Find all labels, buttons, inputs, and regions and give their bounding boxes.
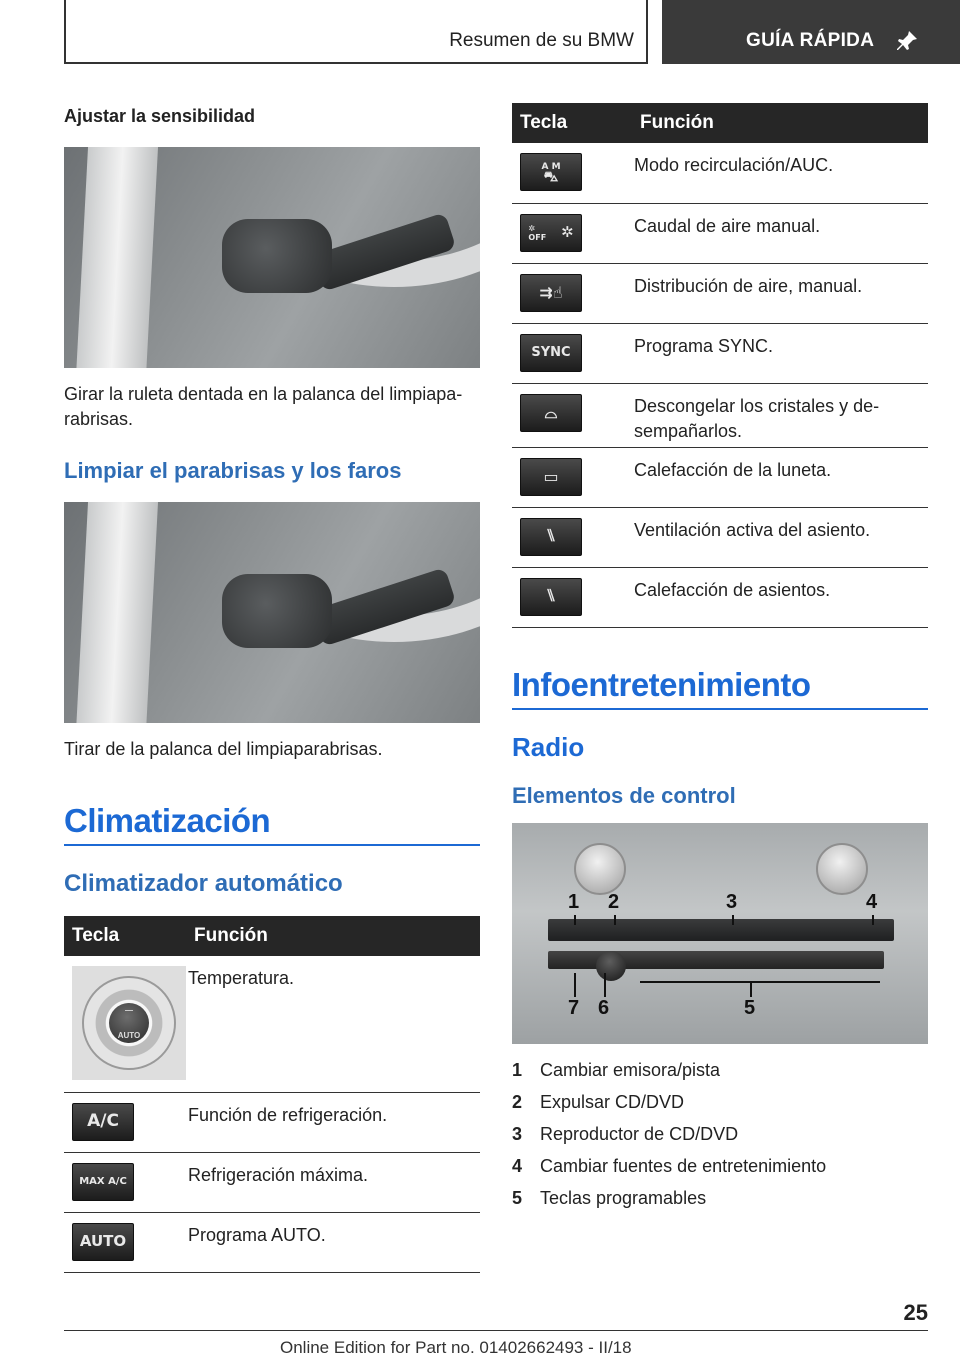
list-item: 4 Cambiar fuentes de entretenimiento [512,1155,827,1176]
function-text: Modo recirculación/AUC. [632,143,928,203]
function-text: Caudal de aire manual. [632,203,928,263]
header-section-title: Resumen de su BMW [449,30,634,51]
table-row [512,507,928,567]
volume-knob [596,951,626,981]
table-row [512,143,928,203]
edition-footer: Online Edition for Part no. 01402662493 - II/18 [280,1338,632,1357]
heading-controls: Elementos de control [512,782,736,808]
table-row [512,567,928,627]
header-chapter-box [662,0,960,64]
subheading-sensitivity: Ajustar la sensibilidad [64,106,256,126]
table-row [64,1152,480,1212]
table-header-key: Tecla [512,103,632,143]
seat-ventilation-icon: ⑊ [520,518,582,556]
callout-label: 7 [568,996,580,1019]
radio-dial-right [816,843,868,895]
function-text: Temperatura. [186,956,480,1092]
callout-label: 2 [608,890,620,913]
table-row [512,203,928,263]
function-text: Calefacción de la luneta. [632,447,928,507]
table-row [512,263,928,323]
wiper-lever-photo [64,502,480,723]
header-section-box [64,0,648,64]
max-ac-button-icon: MAX A/C [72,1163,134,1201]
callout-label: 4 [866,890,878,913]
caption-wiper-lever: Tirar de la palanca del limpiaparabrisas. [64,739,383,759]
table-row [512,323,928,383]
heading-auto-climate: Climatizador automático [64,870,343,897]
heading-climate: Climatización [64,802,480,846]
recirculation-car-icon: A M ⛍ [520,153,582,191]
fan-icon: ✲ OFF ✲ [520,214,582,252]
list-item: 2 Expulsar CD/DVD [512,1091,685,1112]
seat-heating-icon: ⑊ [520,578,582,616]
temperature-knob-icon: — AUTO [72,966,186,1080]
table-header-function: Función [186,916,480,956]
radio-dial-left [574,843,626,895]
table-header-key: Tecla [64,916,186,956]
header-chapter-title: GUÍA RÁPIDA [746,30,875,51]
table-row [64,1212,480,1272]
windshield-defrost-icon: ⌓ [520,394,582,432]
function-text: Programa SYNC. [632,323,928,383]
function-text: Distribución de aire, manual. [632,263,928,323]
pushpin-icon [894,28,920,54]
list-item: 5 Teclas programables [512,1187,707,1208]
table-row [64,956,480,1092]
heading-radio: Radio [512,731,585,762]
list-item: 1 Cambiar emisora/pista [512,1059,721,1080]
climate-table [64,916,480,1273]
function-text: Ventilación activa del asiento. [632,507,928,567]
callout-label: 1 [568,890,580,913]
function-text: Descongelar los cristales y desempañarlos. [632,383,928,447]
function-text: Refrigeración máxima. [186,1152,480,1212]
sync-button-icon: SYNC [520,334,582,372]
callout-label: 5 [744,996,756,1019]
table-row [64,1092,480,1152]
heading-wash: Limpiar el parabrisas y los faros [64,458,402,483]
page-number: 25 [903,1300,928,1325]
callout-label: 3 [726,890,738,913]
table-row [512,383,928,447]
caption-wiper-dial: Girar la ruleta dentada en la palanca del limpiaparabrisas. [64,384,463,429]
function-text: Función de refrigeración. [186,1092,480,1152]
rear-window-heat-icon: ▭ [520,458,582,496]
footer-divider [64,1330,928,1331]
left-column [64,100,480,1273]
radio-controls-list [512,1054,928,1214]
auto-button-icon: AUTO [72,1223,134,1261]
table-row [512,447,928,507]
ac-button-icon: A/C [72,1103,134,1141]
list-item: 3 Reproductor de CD/DVD [512,1123,739,1144]
table-header-function: Función [632,103,928,143]
callout-label: 6 [598,996,610,1019]
radio-controls-photo [512,823,928,1044]
air-distribution-icon: ⇉☝ [520,274,582,312]
function-text: Programa AUTO. [186,1212,480,1272]
heading-infotainment: Infoentretenimiento [512,666,928,710]
function-text: Calefacción de asientos. [632,567,928,627]
climate-table-continued [512,103,928,628]
right-column [512,103,928,1214]
wiper-dial-photo [64,147,480,368]
